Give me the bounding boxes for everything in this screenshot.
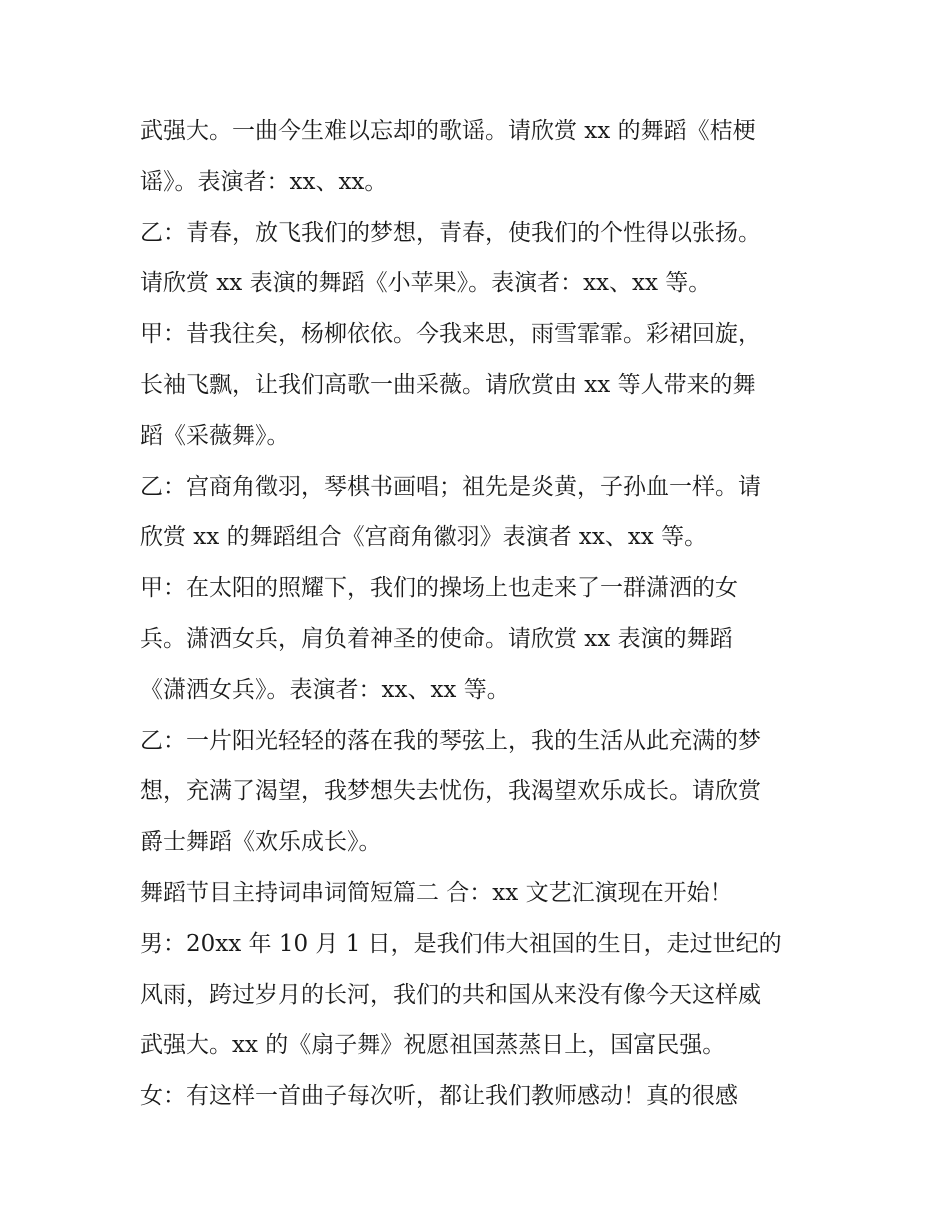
text-line-13: 乙：一片阳光轻轻的落在我的琴弦上，我的生活从此充满的梦 bbox=[140, 727, 761, 754]
text-line-3: 乙：青春，放飞我们的梦想，青春，使我们的个性得以张扬。 bbox=[140, 219, 761, 246]
text-line-12: 《潇洒女兵》。表演者：xx、xx 等。 bbox=[140, 676, 510, 703]
text-line-19: 武强大。xx 的《扇子舞》祝愿祖国蒸蒸日上，国富民强。 bbox=[140, 1032, 726, 1059]
text-line-17: 男：20xx 年 10 月 1 日，是我们伟大祖国的生日，走过世纪的 bbox=[140, 930, 782, 957]
section-heading-line: 舞蹈节目主持词串词简短篇二 合：xx 文艺汇演现在开始！ bbox=[140, 879, 733, 906]
body-text bbox=[140, 106, 830, 1122]
text-line-18: 风雨，跨过岁月的长河，我们的共和国从来没有像今天这样威 bbox=[140, 981, 761, 1008]
text-line-15: 爵士舞蹈《欢乐成长》。 bbox=[140, 829, 382, 856]
text-line-7: 蹈《采薇舞》。 bbox=[140, 422, 290, 449]
text-line-10: 甲：在太阳的照耀下，我们的操场上也走来了一群潇洒的女 bbox=[140, 575, 738, 602]
text-line-20: 女：有这样一首曲子每次听，都让我们教师感动！真的很感 bbox=[140, 1083, 738, 1110]
text-line-5: 甲：昔我往矣，杨柳依依。今我来思，雨雪霏霏。彩裙回旋， bbox=[140, 321, 761, 348]
text-line-9: 欣赏 xx 的舞蹈组合《宫商角徽羽》表演者 xx、xx 等。 bbox=[140, 524, 708, 551]
text-line-1: 武强大。一曲今生难以忘却的歌谣。请欣赏 xx 的舞蹈《桔梗 bbox=[140, 118, 756, 144]
text-line-14: 想，充满了渴望，我梦想失去忧伤，我渴望欢乐成长。请欣赏 bbox=[140, 778, 761, 805]
text-line-8: 乙：宫商角徵羽，琴棋书画唱；祖先是炎黄，子孙血一样。请 bbox=[140, 473, 761, 500]
text-line-6: 长袖飞飘，让我们高歌一曲采薇。请欣赏由 xx 等人带来的舞 bbox=[140, 371, 756, 398]
text-line-11: 兵。潇洒女兵，肩负着神圣的使命。请欣赏 xx 表演的舞蹈 bbox=[140, 625, 733, 652]
text-line-4: 请欣赏 xx 表演的舞蹈《小苹果》。表演者：xx、xx 等。 bbox=[140, 270, 712, 297]
text-line-2: 谣》。表演者：xx、xx。 bbox=[140, 168, 388, 195]
